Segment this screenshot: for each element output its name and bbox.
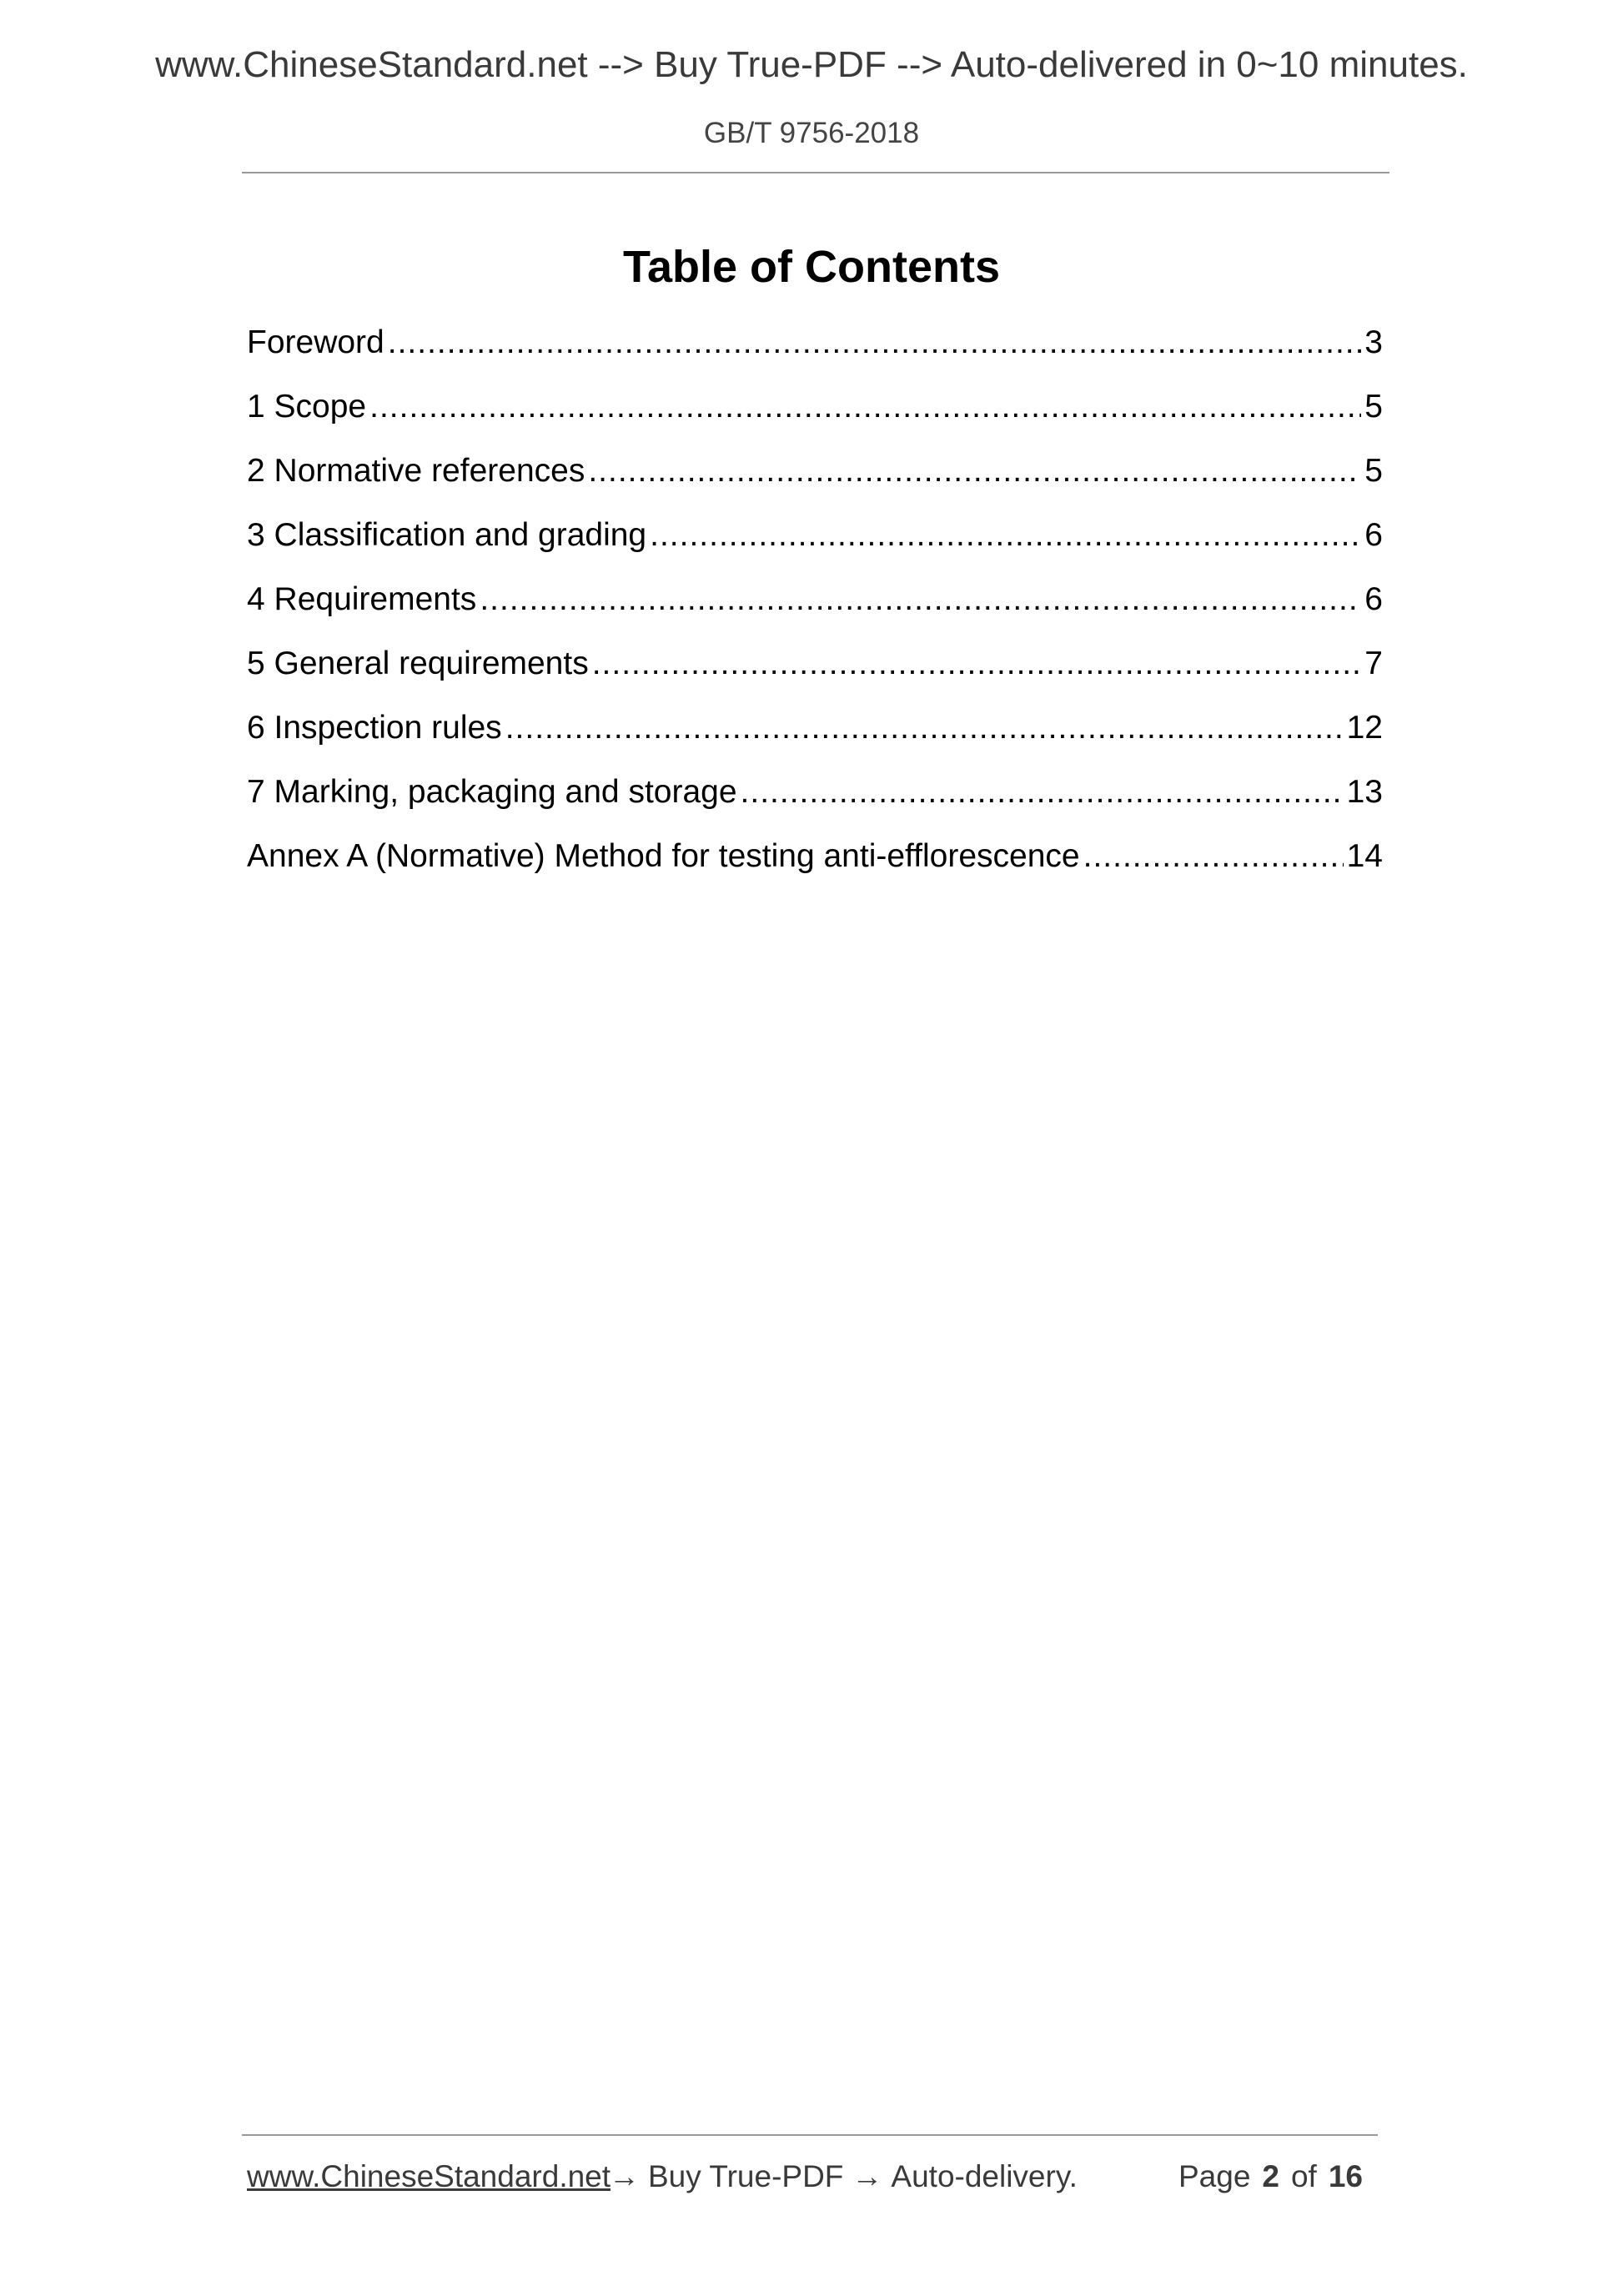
- toc-dot-leader: [369, 381, 1361, 433]
- arrow-right-icon: →: [852, 2159, 883, 2193]
- toc-entry-label: Annex A (Normative) Method for testing anti-efflorescence: [247, 838, 1080, 874]
- toc-dot-leader: [650, 510, 1361, 561]
- toc-dot-leader: [741, 766, 1344, 818]
- toc-entry-label: 2 Normative references: [247, 453, 585, 489]
- page-footer: [247, 2153, 1383, 2200]
- toc-entry-label: 6 Inspection rules: [247, 710, 502, 746]
- standard-code: GB/T 9756-2018: [703, 117, 920, 149]
- top-banner[interactable]: www.ChineseStandard.net --> Buy True-PDF --> Auto-delivered in 0~10 minutes.: [155, 44, 1468, 85]
- toc-entry-marking-packaging[interactable]: [247, 766, 1383, 831]
- toc-dot-leader: [505, 702, 1344, 754]
- toc-entry-classification[interactable]: [247, 510, 1383, 574]
- toc-dot-leader: [1083, 831, 1344, 882]
- toc-entry-annex-a[interactable]: [247, 831, 1383, 895]
- toc-title: Table of Contents: [623, 242, 1000, 292]
- footer-divider: [242, 2134, 1378, 2136]
- footer-delivery-text: Auto-delivery.: [891, 2159, 1078, 2193]
- footer-site-link[interactable]: www.ChineseStandard.net: [247, 2159, 611, 2193]
- toc-entry-page: 6: [1364, 517, 1383, 553]
- footer-tagline: [600, 2153, 1078, 2200]
- toc-entry-page: 12: [1346, 710, 1383, 746]
- total-page-number: 16: [1328, 2159, 1363, 2193]
- toc-entry-page: 5: [1364, 453, 1383, 489]
- toc-entry-page: 6: [1364, 581, 1383, 617]
- toc-dot-leader: [588, 445, 1361, 497]
- toc-entry-label: 7 Marking, packaging and storage: [247, 774, 737, 810]
- toc-entry-general-requirements[interactable]: [247, 638, 1383, 702]
- toc-entry-label: Foreword: [247, 324, 384, 360]
- toc-entry-page: 7: [1364, 646, 1383, 681]
- of-word: of: [1290, 2159, 1317, 2193]
- toc-dot-leader: [480, 574, 1361, 625]
- toc-entry-label: 4 Requirements: [247, 581, 477, 617]
- toc-dot-leader: [388, 317, 1362, 369]
- toc-entry-page: 13: [1346, 774, 1383, 810]
- toc-entry-foreword[interactable]: [247, 317, 1383, 381]
- toc-entry-label: 3 Classification and grading: [247, 517, 647, 553]
- toc-entry-inspection-rules[interactable]: [247, 702, 1383, 766]
- toc-entry-requirements[interactable]: [247, 574, 1383, 638]
- footer-buy-text: Buy True-PDF: [648, 2159, 844, 2193]
- current-page-number: 2: [1262, 2159, 1279, 2193]
- arrow-right-icon: →: [609, 2159, 640, 2193]
- toc-entry-normative-references[interactable]: [247, 445, 1383, 510]
- page-word: Page: [1178, 2159, 1251, 2193]
- toc-entry-label: 1 Scope: [247, 389, 367, 425]
- toc-dot-leader: [592, 638, 1362, 690]
- page-indicator: [1178, 2153, 1374, 2200]
- toc-entry-label: 5 General requirements: [247, 646, 589, 681]
- toc-list: [247, 317, 1383, 895]
- toc-entry-page: 5: [1364, 389, 1383, 425]
- toc-entry-scope[interactable]: [247, 381, 1383, 445]
- toc-entry-page: 3: [1364, 324, 1383, 360]
- toc-entry-page: 14: [1346, 838, 1383, 874]
- header-divider: [242, 172, 1389, 173]
